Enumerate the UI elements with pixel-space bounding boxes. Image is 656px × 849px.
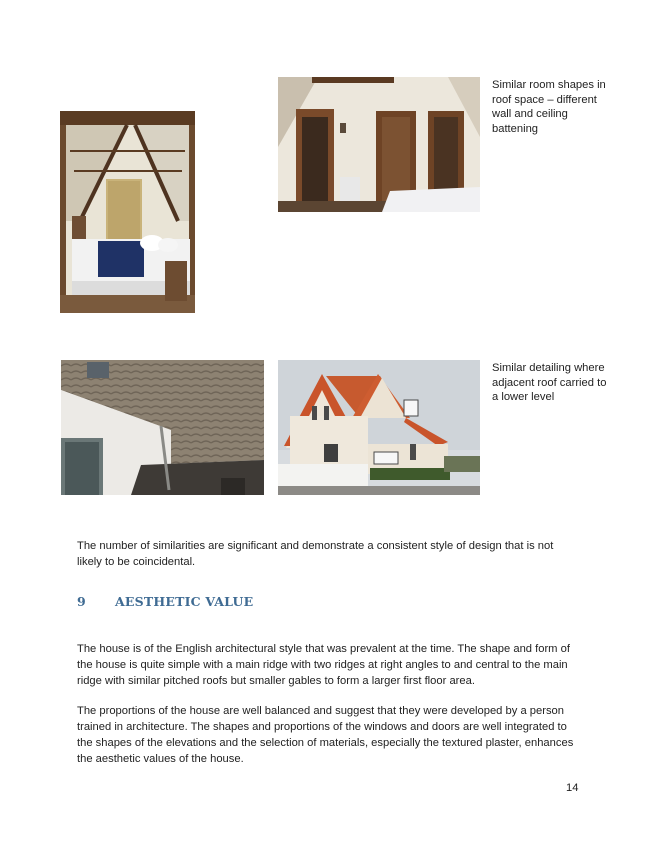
roof-detail-photo xyxy=(61,360,264,495)
house-exterior-photo xyxy=(278,360,480,495)
style-paragraph: The house is of the English architectural style that was prevalent at the time. The shape and form of the house is quite simple with a main ridge with two ridges at right angles to and central to the main ridge with similar pitched roofs but smaller gables to form a larger first floor area. xyxy=(77,643,570,687)
attic-bedroom-photo xyxy=(60,111,195,313)
room-caption: Similar room shapes in roof space – different wall and ceiling battening xyxy=(492,79,606,135)
roof-space-doors-photo xyxy=(278,77,480,212)
section-number: 9 xyxy=(77,594,86,609)
page-number: 14 xyxy=(566,782,579,794)
roof-caption: Similar detailing where adjacent roof carried to a lower level xyxy=(492,362,607,403)
similarities-paragraph: The number of similarities are significant and demonstrate a consistent style of design that is not likely to be coincidental. xyxy=(77,540,554,568)
section-heading xyxy=(77,594,253,609)
section-title: AESTHETIC VALUE xyxy=(115,594,254,609)
proportions-paragraph: The proportions of the house are well balanced and suggest that they were developed by a person trained in architecture. The shapes and proportions of the windows and doors are well integrated to the shapes of the elevations and the selection of materials, especially the textured plaster, enhances the aesthetic values of the house. xyxy=(77,705,574,765)
